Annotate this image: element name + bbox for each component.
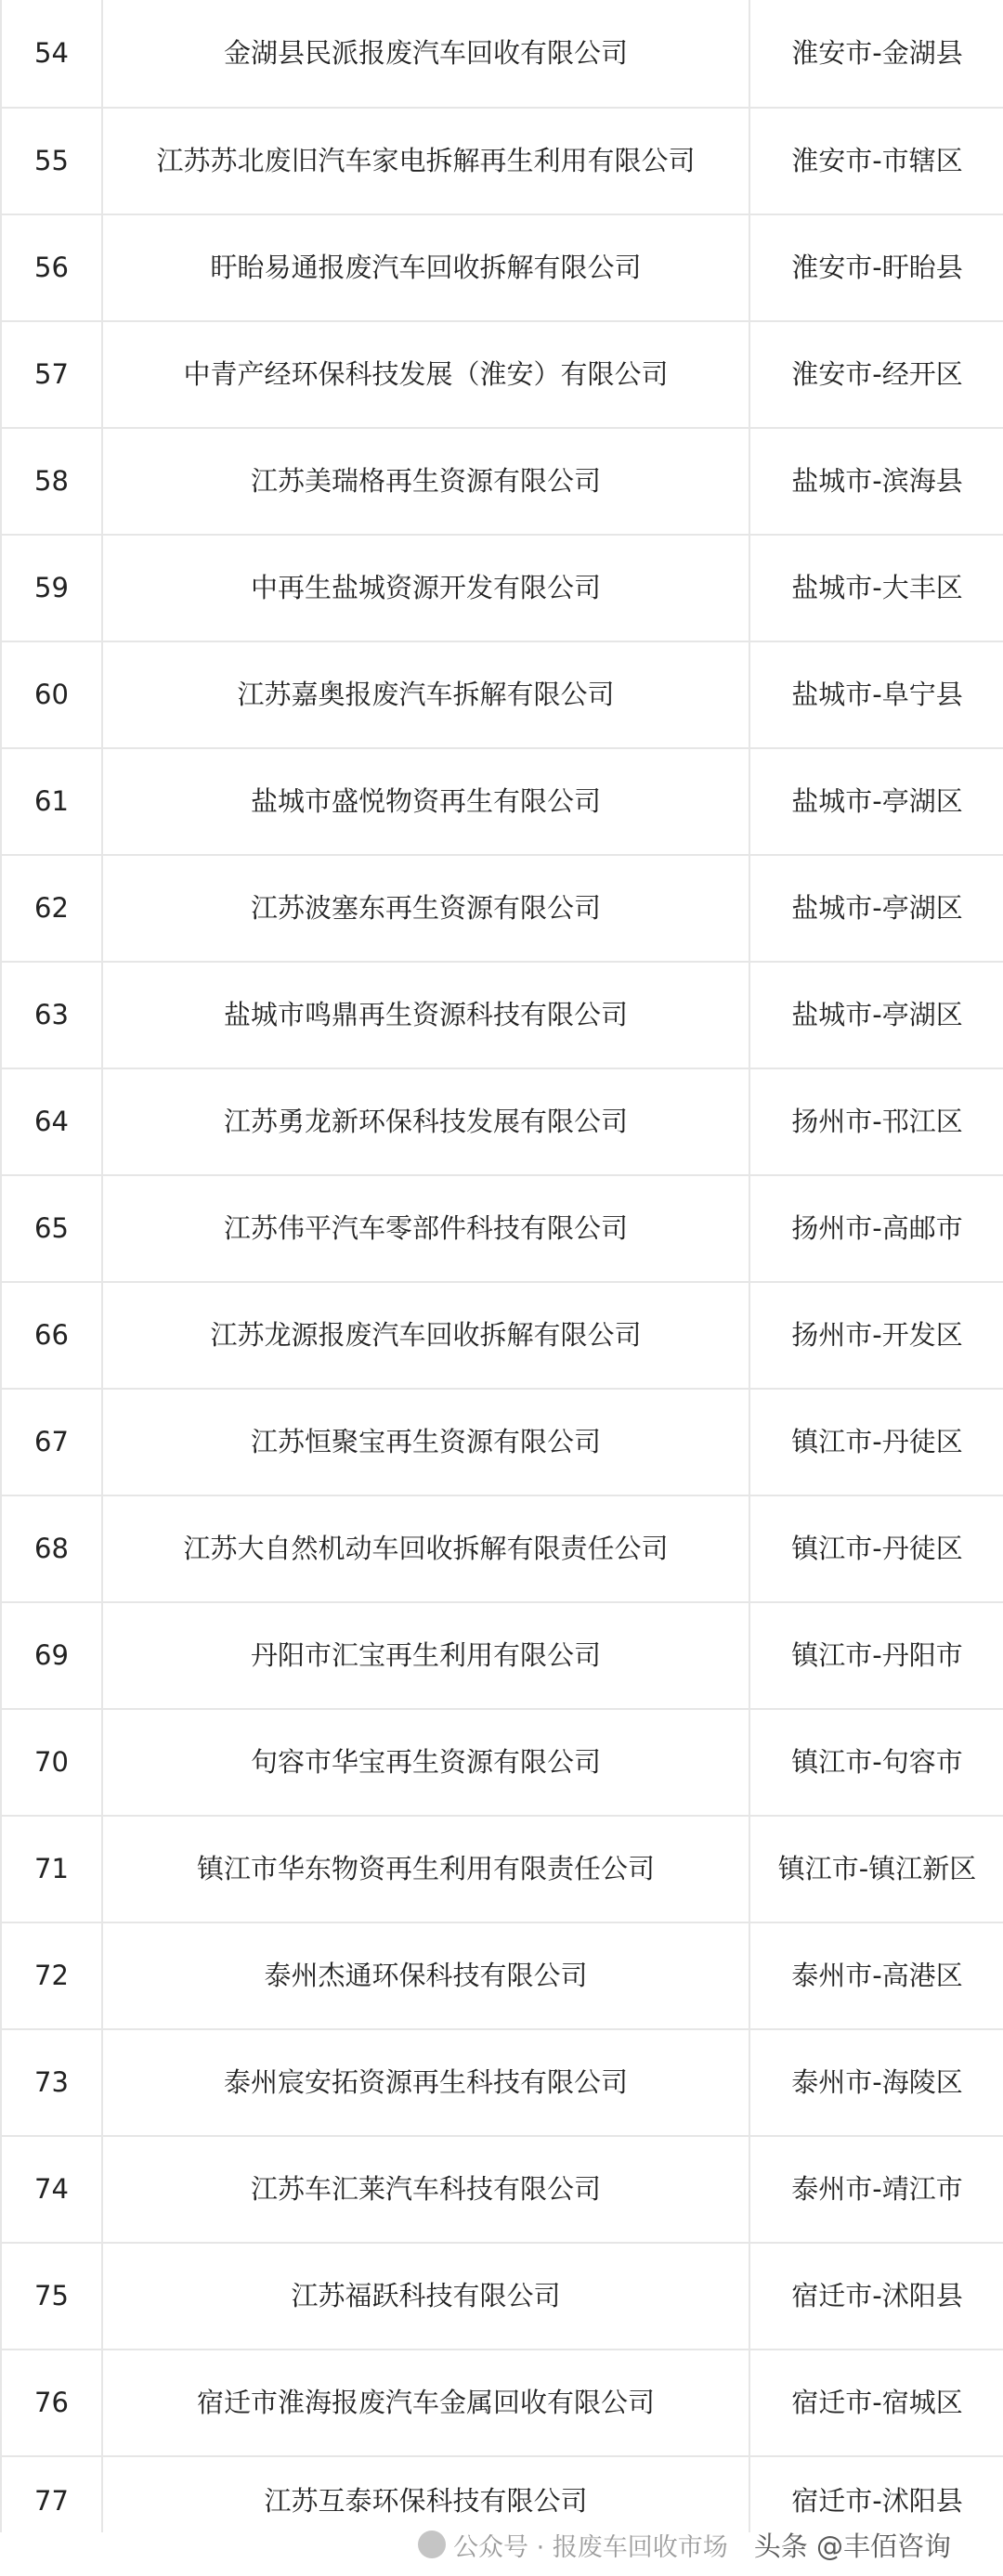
table-row: [1, 2136, 1003, 2243]
watermark: [418, 2521, 951, 2568]
location-cell: 扬州市-开发区: [749, 1282, 1003, 1389]
location-cell: 盐城市-亭湖区: [749, 748, 1003, 855]
table-row: [1, 1495, 1003, 1602]
wechat-icon: [418, 2531, 446, 2558]
location-cell: 盐城市-亭湖区: [749, 962, 1003, 1068]
table-row: [1, 1175, 1003, 1282]
row-number-cell: 73: [1, 2029, 102, 2136]
location-cell: 镇江市-句容市: [749, 1709, 1003, 1816]
table-row: [1, 1922, 1003, 2029]
location-cell: 淮安市-市辖区: [749, 108, 1003, 214]
row-number-cell: 63: [1, 962, 102, 1068]
table-row: [1, 321, 1003, 428]
table-row: [1, 535, 1003, 641]
location-cell: 泰州市-高港区: [749, 1922, 1003, 2029]
location-cell: 淮安市-盱眙县: [749, 214, 1003, 321]
location-cell: 盐城市-大丰区: [749, 535, 1003, 641]
table-row: [1, 855, 1003, 962]
location-cell: 泰州市-靖江市: [749, 2136, 1003, 2243]
table-row: [1, 1709, 1003, 1816]
company-name-cell: 江苏嘉奥报废汽车拆解有限公司: [102, 641, 749, 748]
row-number-cell: 68: [1, 1495, 102, 1602]
company-name-cell: 江苏互泰环保科技有限公司: [102, 2456, 749, 2532]
company-name-cell: 丹阳市汇宝再生利用有限公司: [102, 1602, 749, 1709]
row-number-cell: 62: [1, 855, 102, 962]
table-row: [1, 1816, 1003, 1922]
row-number-cell: 56: [1, 214, 102, 321]
company-name-cell: 金湖县民派报废汽车回收有限公司: [102, 0, 749, 108]
watermark-source: 头条 @丰佰咨询: [753, 2530, 951, 2562]
row-number-cell: 66: [1, 1282, 102, 1389]
row-number-cell: 75: [1, 2243, 102, 2349]
company-name-cell: 江苏车汇莱汽车科技有限公司: [102, 2136, 749, 2243]
row-number-cell: 77: [1, 2456, 102, 2532]
watermark-text: 公众号 · 报废车回收市场: [453, 2532, 728, 2562]
table-row: [1, 2349, 1003, 2456]
company-name-cell: 江苏勇龙新环保科技发展有限公司: [102, 1068, 749, 1175]
row-number-cell: 64: [1, 1068, 102, 1175]
row-number-cell: 67: [1, 1389, 102, 1495]
table-row: [1, 962, 1003, 1068]
row-number-cell: 54: [1, 0, 102, 108]
company-name-cell: 江苏苏北废旧汽车家电拆解再生利用有限公司: [102, 108, 749, 214]
company-name-cell: 江苏恒聚宝再生资源有限公司: [102, 1389, 749, 1495]
company-name-cell: 中再生盐城资源开发有限公司: [102, 535, 749, 641]
company-name-cell: 江苏美瑞格再生资源有限公司: [102, 428, 749, 535]
location-cell: 镇江市-丹徒区: [749, 1389, 1003, 1495]
company-name-cell: 宿迁市淮海报废汽车金属回收有限公司: [102, 2349, 749, 2456]
location-cell: 扬州市-高邮市: [749, 1175, 1003, 1282]
row-number-cell: 55: [1, 108, 102, 214]
row-number-cell: 65: [1, 1175, 102, 1282]
location-cell: 淮安市-经开区: [749, 321, 1003, 428]
row-number-cell: 76: [1, 2349, 102, 2456]
table-row: [1, 1389, 1003, 1495]
row-number-cell: 69: [1, 1602, 102, 1709]
table-row: [1, 214, 1003, 321]
location-cell: 宿迁市-沭阳县: [749, 2243, 1003, 2349]
company-name-cell: 镇江市华东物资再生利用有限责任公司: [102, 1816, 749, 1922]
table-row: [1, 641, 1003, 748]
row-number-cell: 71: [1, 1816, 102, 1922]
location-cell: 镇江市-镇江新区: [749, 1816, 1003, 1922]
row-number-cell: 59: [1, 535, 102, 641]
location-cell: 扬州市-邗江区: [749, 1068, 1003, 1175]
location-cell: 镇江市-丹阳市: [749, 1602, 1003, 1709]
table-row: [1, 1068, 1003, 1175]
location-cell: 盐城市-阜宁县: [749, 641, 1003, 748]
company-table-body: [1, 0, 1003, 2532]
table-row: [1, 2243, 1003, 2349]
row-number-cell: 58: [1, 428, 102, 535]
table-row: [1, 748, 1003, 855]
location-cell: 泰州市-海陵区: [749, 2029, 1003, 2136]
company-name-cell: 泰州杰通环保科技有限公司: [102, 1922, 749, 2029]
table-row: [1, 2029, 1003, 2136]
company-name-cell: 江苏龙源报废汽车回收拆解有限公司: [102, 1282, 749, 1389]
row-number-cell: 57: [1, 321, 102, 428]
company-name-cell: 盱眙易通报废汽车回收拆解有限公司: [102, 214, 749, 321]
company-name-cell: 江苏波塞东再生资源有限公司: [102, 855, 749, 962]
company-name-cell: 盐城市盛悦物资再生有限公司: [102, 748, 749, 855]
company-name-cell: 江苏大自然机动车回收拆解有限责任公司: [102, 1495, 749, 1602]
company-name-cell: 泰州宸安拓资源再生科技有限公司: [102, 2029, 749, 2136]
table-row: [1, 0, 1003, 108]
row-number-cell: 70: [1, 1709, 102, 1816]
table-row: [1, 428, 1003, 535]
location-cell: 盐城市-滨海县: [749, 428, 1003, 535]
location-cell: 盐城市-亭湖区: [749, 855, 1003, 962]
location-cell: 宿迁市-宿城区: [749, 2349, 1003, 2456]
table-row: [1, 1602, 1003, 1709]
location-cell: 淮安市-金湖县: [749, 0, 1003, 108]
company-name-cell: 江苏伟平汽车零部件科技有限公司: [102, 1175, 749, 1282]
row-number-cell: 60: [1, 641, 102, 748]
table-row: [1, 1282, 1003, 1389]
company-name-cell: 盐城市鸣鼎再生资源科技有限公司: [102, 962, 749, 1068]
table-row: [1, 108, 1003, 214]
company-name-cell: 中青产经环保科技发展（淮安）有限公司: [102, 321, 749, 428]
location-cell: 宿迁市-沭阳县: [791, 2485, 963, 2517]
row-number-cell: 74: [1, 2136, 102, 2243]
company-name-cell: 江苏福跃科技有限公司: [102, 2243, 749, 2349]
row-number-cell: 61: [1, 748, 102, 855]
row-number-cell: 72: [1, 1922, 102, 2029]
company-name-cell: 句容市华宝再生资源有限公司: [102, 1709, 749, 1816]
location-cell: 镇江市-丹徒区: [749, 1495, 1003, 1602]
